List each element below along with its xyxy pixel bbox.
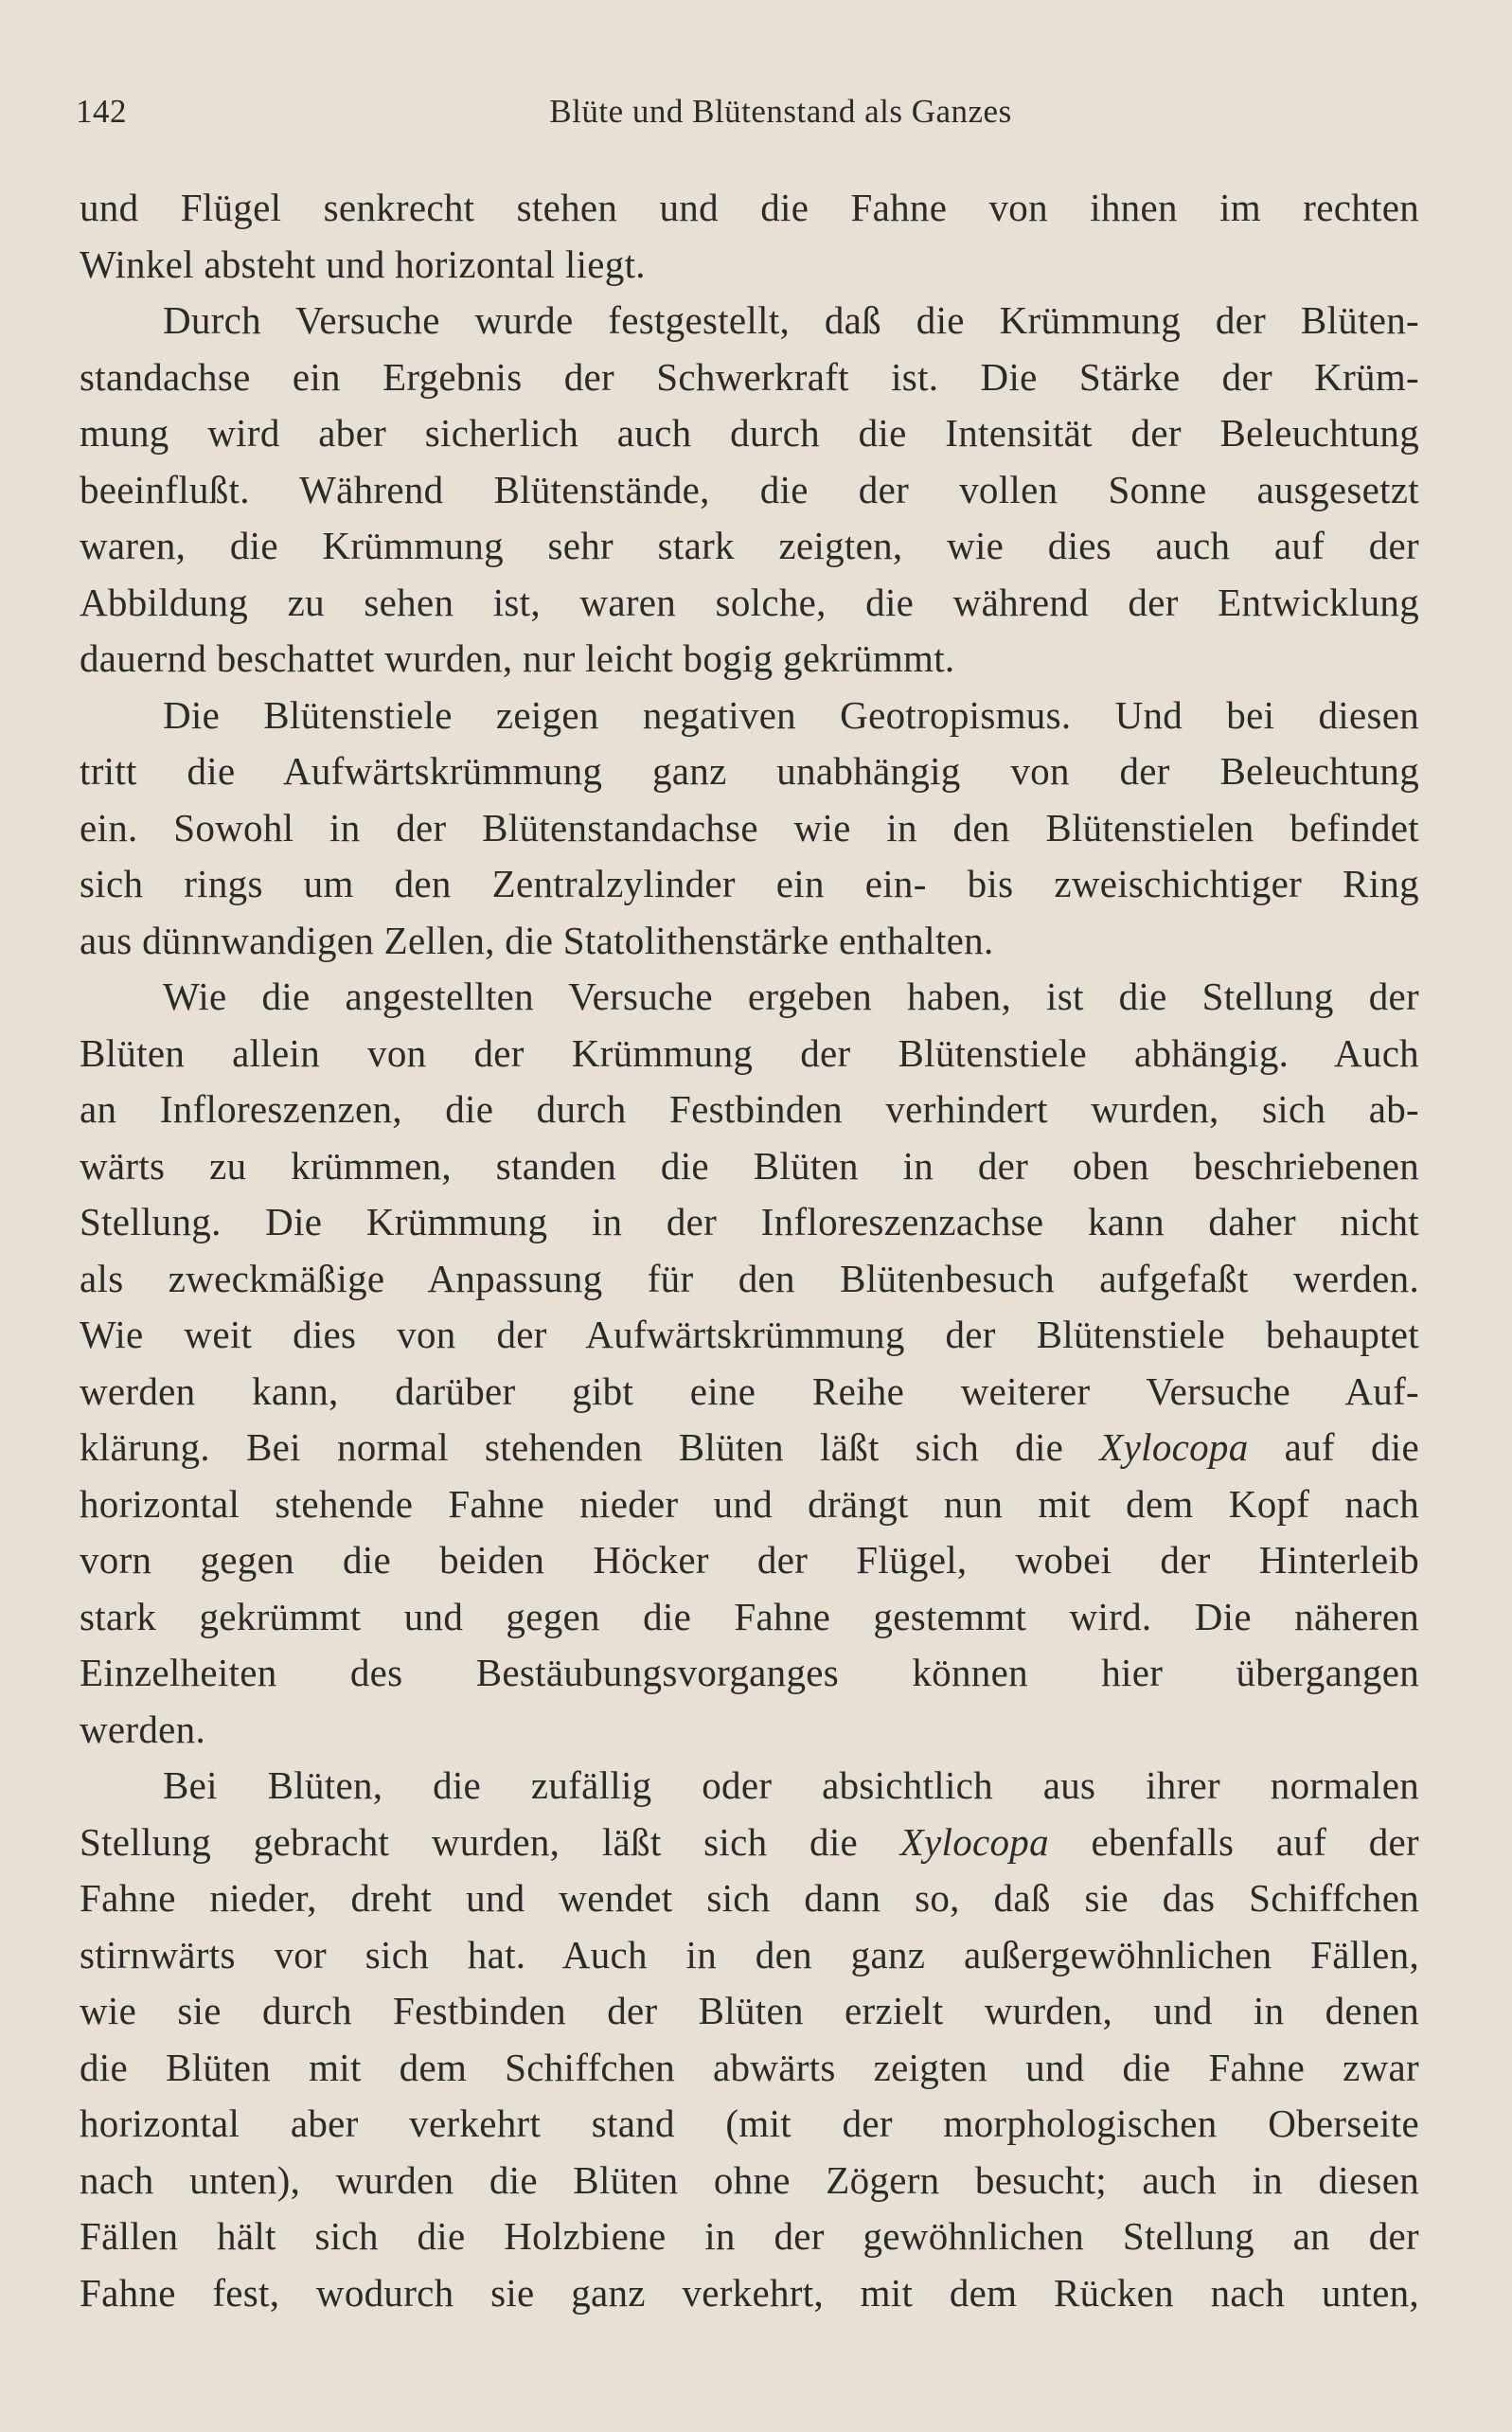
text-line: und Flügel senkrecht stehen und die Fahne von ihnen im rechten xyxy=(80,186,1419,229)
text-line: sich rings um den Zentralzylinder ein ein- bis zweischichtiger Ring xyxy=(80,862,1419,905)
text-line: Wie weit dies von der Aufwärtskrümmung der Blütenstiele behauptet xyxy=(80,1313,1419,1356)
text-line: als zweckmäßige Anpassung für den Blütenbesuch aufgefaßt werden. xyxy=(80,1256,1419,1300)
text-line: Die Blütenstiele zeigen negativen Geotropismus. Und bei diesen xyxy=(163,692,1419,737)
text-segment: Stellung gebracht wurden, läßt sich die xyxy=(80,1819,900,1864)
text-segment: auf die xyxy=(1248,1425,1419,1469)
text-line: standachse ein Ergebnis der Schwerkraft ist. Die Stärke der Krüm- xyxy=(80,354,1419,399)
text-line: Einzelheiten des Bestäubungsvorganges können hier übergangen xyxy=(80,1651,1419,1694)
text-line: nach unten), wurden die Blüten ohne Zögern besucht; auch in diesen xyxy=(80,2157,1419,2202)
text-line: Winkel absteht und horizontal liegt. xyxy=(80,241,646,286)
text-line: wie sie durch Festbinden der Blüten erzielt wurden, und in denen xyxy=(80,1989,1419,2032)
page-number: 142 xyxy=(76,93,127,130)
text-line: vorn gegen die beiden Höcker der Flügel, wobei der Hinterleib xyxy=(80,1538,1419,1582)
text-segment: ebenfalls auf der xyxy=(1048,1819,1419,1864)
body-text xyxy=(80,180,1419,2321)
text-line: Fällen hält sich die Holzbiene in der gewöhnlichen Stellung an der xyxy=(80,2214,1419,2258)
text-line: werden kann, darüber gibt eine Reihe weiterer Versuche Auf- xyxy=(80,1368,1419,1413)
text-line: Durch Versuche wurde festgestellt, daß die Krümmung der Blüten- xyxy=(163,298,1419,342)
text-line: beeinflußt. Während Blütenstände, die der vollen Sonne ausgesetzt xyxy=(80,467,1419,511)
text-line: horizontal aber verkehrt stand (mit der morphologischen Oberseite xyxy=(80,2101,1419,2145)
text-line xyxy=(80,1420,1419,1476)
genus-name: Xylocopa xyxy=(1099,1425,1249,1469)
text-line: an Infloreszenzen, die durch Festbinden verhindert wurden, sich ab- xyxy=(80,1087,1419,1131)
text-line: Fahne nieder, dreht und wendet sich dann so, daß sie das Schiffchen xyxy=(80,1876,1419,1920)
text-line: stirnwärts vor sich hat. Auch in den ganz außergewöhnlichen Fällen, xyxy=(80,1932,1419,1976)
text-line xyxy=(80,1815,1419,1871)
text-line: tritt die Aufwärtskrümmung ganz unabhängig von der Beleuchtung xyxy=(80,749,1419,793)
text-line: mung wird aber sicherlich auch durch die Intensität der Beleuchtung xyxy=(80,411,1419,455)
text-segment: klärung. Bei normal stehenden Blüten läßt sich die xyxy=(80,1425,1100,1469)
text-line: aus dünnwandigen Zellen, die Statolithenstärke enthalten. xyxy=(80,918,994,962)
text-line: stark gekrümmt und gegen die Fahne gestemmt wird. Die näheren xyxy=(80,1594,1419,1638)
text-line: Bei Blüten, die zufällig oder absichtlich aus ihrer normalen xyxy=(163,1763,1419,1807)
running-head xyxy=(76,83,1419,140)
text-line: werden. xyxy=(80,1707,206,1751)
text-line: Blüten allein von der Krümmung der Blütenstiele abhängig. Auch xyxy=(80,1030,1419,1075)
running-title: Blüte und Blütenstand als Ganzes xyxy=(549,93,1012,130)
text-line: wärts zu krümmen, standen die Blüten in der oben beschriebenen xyxy=(80,1143,1419,1188)
text-line: Abbildung zu sehen ist, waren solche, die während der Entwicklung xyxy=(80,580,1419,624)
text-line: dauernd beschattet wurden, nur leicht bogig gekrümmt. xyxy=(80,636,955,680)
genus-name: Xylocopa xyxy=(899,1819,1049,1864)
text-line: ein. Sowohl in der Blütenstandachse wie in den Blütenstielen befindet xyxy=(80,805,1419,849)
text-line: horizontal stehende Fahne nieder und drängt nun mit dem Kopf nach xyxy=(80,1481,1419,1526)
text-line: Stellung. Die Krümmung in der Infloreszenzachse kann daher nicht xyxy=(80,1200,1419,1243)
text-line: Wie die angestellten Versuche ergeben haben, ist die Stellung der xyxy=(163,975,1419,1018)
text-line: die Blüten mit dem Schiffchen abwärts zeigten und die Fahne zwar xyxy=(80,2045,1419,2089)
text-line: waren, die Krümmung sehr stark zeigten, wie dies auch auf der xyxy=(80,524,1419,567)
text-line: Fahne fest, wodurch sie ganz verkehrt, mit dem Rücken nach unten, xyxy=(80,2270,1419,2315)
